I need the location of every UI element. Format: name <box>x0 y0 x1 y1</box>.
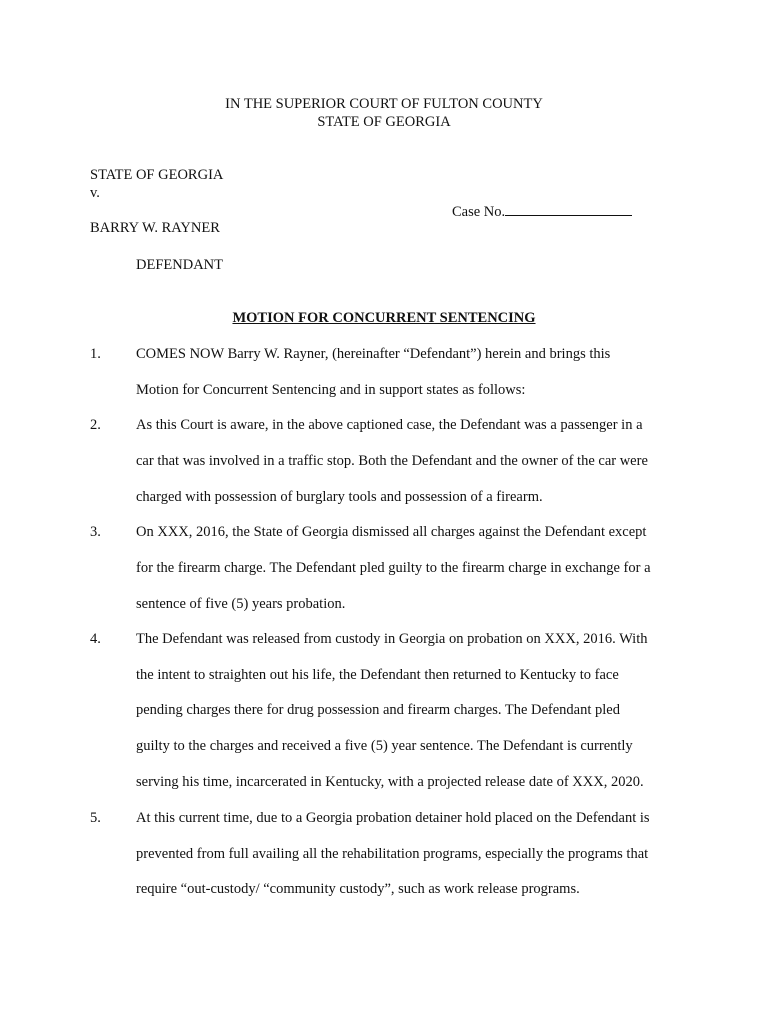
plaintiff-name: STATE OF GEORGIA <box>90 167 224 183</box>
paragraph-number: 2. <box>90 417 101 433</box>
paragraph-line: sentence of five (5) years probation. <box>136 596 346 612</box>
paragraph-line: Motion for Concurrent Sentencing and in support states as follows: <box>136 382 526 398</box>
case-number-label: Case No. <box>452 204 506 220</box>
defendant-label: DEFENDANT <box>136 257 223 273</box>
paragraph-line: prevented from full availing all the rehabilitation programs, especially the programs that <box>136 846 649 862</box>
paragraph-line: guilty to the charges and received a five (5) year sentence. The Defendant is currently <box>136 738 633 754</box>
case-number <box>452 202 632 221</box>
paragraph-number: 3. <box>90 524 101 540</box>
paragraph-number: 5. <box>90 810 101 826</box>
paragraph-line: car that was involved in a traffic stop. Both the Defendant and the owner of the car were <box>136 453 648 469</box>
case-number-blank <box>505 202 632 216</box>
paragraph-line: serving his time, incarcerated in Kentucky, with a projected release date of XXX, 2020. <box>136 774 644 790</box>
paragraph-line: As this Court is aware, in the above captioned case, the Defendant was a passenger in a <box>136 417 643 433</box>
paragraph-number: 1. <box>90 346 101 362</box>
court-heading: IN THE SUPERIOR COURT OF FULTON COUNTY <box>225 96 543 112</box>
paragraph-line: At this current time, due to a Georgia probation detainer hold placed on the Defendant is <box>136 810 650 826</box>
state-heading: STATE OF GEORGIA <box>317 114 451 130</box>
defendant-name: BARRY W. RAYNER <box>90 220 220 236</box>
versus-label: v. <box>90 185 100 201</box>
paragraph-line: the intent to straighten out his life, the Defendant then returned to Kentucky to face <box>136 667 619 683</box>
paragraph-line: charged with possession of burglary tools and possession of a firearm. <box>136 489 543 505</box>
paragraph-number: 4. <box>90 631 101 647</box>
paragraph-line: pending charges there for drug possession and firearm charges. The Defendant pled <box>136 702 620 718</box>
paragraph-line: for the firearm charge. The Defendant pled guilty to the firearm charge in exchange for a <box>136 560 651 576</box>
paragraph-line: COMES NOW Barry W. Rayner, (hereinafter “Defendant”) herein and brings this <box>136 346 611 362</box>
paragraph-line: require “out-custody/ “community custody”, such as work release programs. <box>136 881 580 897</box>
paragraph-line: On XXX, 2016, the State of Georgia dismissed all charges against the Defendant except <box>136 524 647 540</box>
motion-title: MOTION FOR CONCURRENT SENTENCING <box>232 310 536 326</box>
paragraph-line: The Defendant was released from custody in Georgia on probation on XXX, 2016. With <box>136 631 648 647</box>
